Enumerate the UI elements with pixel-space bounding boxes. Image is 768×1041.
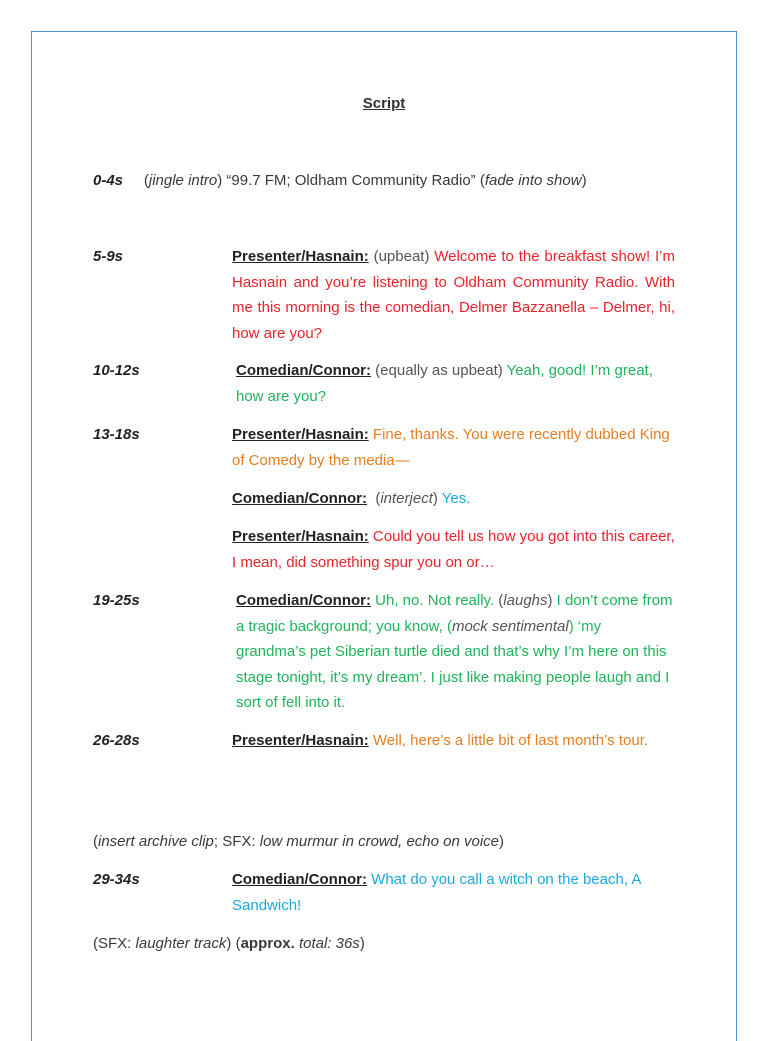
row-body bbox=[232, 422, 675, 473]
row-body bbox=[232, 728, 675, 754]
row-body bbox=[232, 524, 675, 575]
archive-clip-line: (insert archive clip; SFX: low murmur in crowd, echo on voice) bbox=[93, 833, 505, 850]
dialogue-line: Fine, thanks. You were recently dubbed King of Comedy by the media— bbox=[232, 426, 670, 469]
row-body: Comedian/Connor: (interject) Yes. bbox=[232, 490, 471, 507]
archive-action: insert archive clip bbox=[98, 833, 214, 850]
intro-action: jingle intro bbox=[148, 172, 218, 189]
row-body bbox=[236, 358, 675, 409]
footer-line: (SFX: laughter track) (approx. total: 36s) bbox=[93, 935, 365, 952]
stage-direction: interject bbox=[380, 490, 433, 507]
row-time: 13-18s bbox=[93, 426, 140, 443]
row-time: 29-34s bbox=[93, 871, 140, 888]
row-body bbox=[232, 867, 675, 918]
speaker-label: Comedian/Connor: bbox=[236, 362, 371, 379]
dialogue-line: I don’t come from a tragic background; you know, ( bbox=[236, 592, 673, 635]
row-body: Comedian/Connor: Uh, no. Not really. (laughs) I don’t come from a tragic background; you know, (mock sentimental) ‘my grandma’s pet Siberian turtle died and that’s why I’m here on this stage tonight, it’s my dream’. I just like making people laugh and I sort of fell into it. bbox=[236, 592, 673, 711]
stage-direction: (upbeat) bbox=[373, 248, 430, 265]
approx-label: approx. bbox=[240, 935, 295, 952]
sfx-action: laughter track bbox=[135, 935, 227, 952]
speaker-label: Presenter/Hasnain: bbox=[232, 528, 369, 545]
stage-direction: mock sentimental bbox=[451, 617, 569, 635]
page-title: Script bbox=[362, 95, 406, 112]
row-time: 19-25s bbox=[93, 592, 140, 609]
row-body bbox=[232, 244, 675, 346]
row-time: 10-12s bbox=[93, 362, 140, 379]
speaker-label: Comedian/Connor: bbox=[232, 871, 367, 888]
stage-direction: (equally as upbeat) bbox=[375, 362, 503, 379]
speaker-label: Presenter/Hasnain: bbox=[232, 426, 369, 443]
dialogue-line: Yeah, good! I’m great, how are you? bbox=[236, 362, 653, 405]
stage-direction: laughs bbox=[503, 592, 548, 609]
sfx-detail: low murmur in crowd, echo on voice bbox=[259, 833, 500, 850]
dialogue-line: ) ‘my grandma’s pet Siberian turtle died and that’s why I’m here on this stage tonight, it’s my dream’. I just like making people laugh and I sort of fell into it. bbox=[236, 617, 670, 711]
row-time: 5-9s bbox=[93, 248, 124, 265]
intro-action-fade: fade into show bbox=[484, 172, 582, 189]
dialogue-line: Uh, no. Not really. bbox=[375, 592, 495, 609]
dialogue-line: Yes. bbox=[441, 490, 471, 507]
intro-time: 0-4s bbox=[93, 172, 124, 189]
dialogue-line: Well, here’s a little bit of last month’s tour. bbox=[372, 732, 649, 749]
dialogue-line: Welcome to the breakfast show! I’m Hasnain and you’re listening to Oldham Community Radio. With me this morning is the comedian, Delmer Bazzanella – Delmer, hi, how are you? bbox=[232, 248, 675, 342]
total-duration: total: 36s bbox=[298, 935, 360, 952]
intro-line: 0-4s (jingle intro) “99.7 FM; Oldham Community Radio” (fade into show) bbox=[93, 172, 587, 189]
speaker-label: Comedian/Connor: bbox=[236, 592, 371, 609]
speaker-label: Comedian/Connor: bbox=[232, 490, 367, 507]
row-time: 26-28s bbox=[93, 732, 140, 749]
speaker-label: Presenter/Hasnain: bbox=[232, 732, 369, 749]
speaker-label: Presenter/Hasnain: bbox=[232, 248, 369, 265]
dialogue-line: What do you call a witch on the beach, A Sandwich! bbox=[232, 871, 641, 914]
dialogue-line: Could you tell us how you got into this career, I mean, did something spur you on or… bbox=[232, 528, 675, 571]
